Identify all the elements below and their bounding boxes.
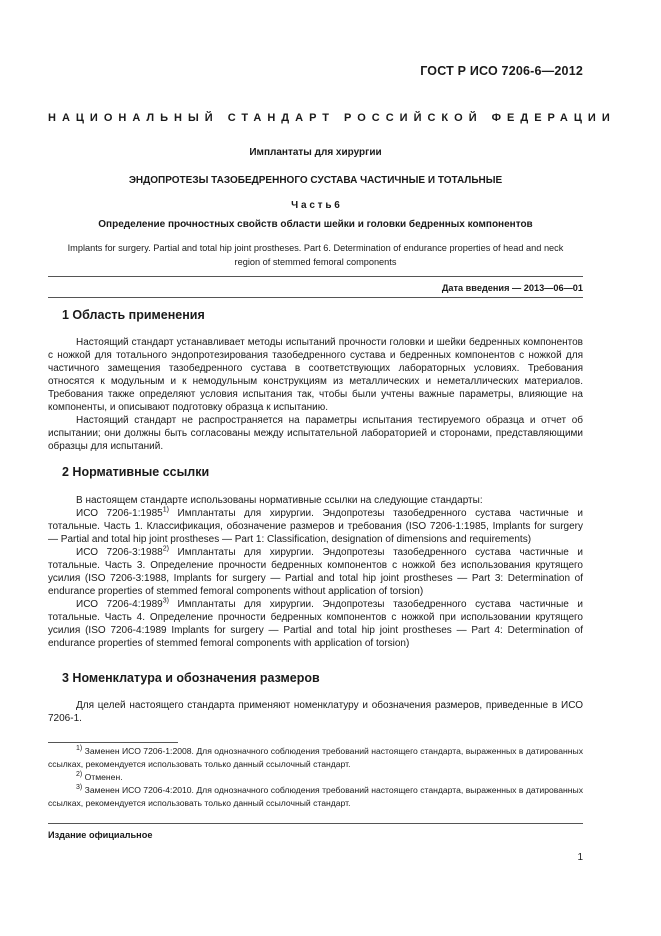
footnote-3-mark: 3): [76, 784, 83, 792]
document-code: ГОСТ Р ИСО 7206-6—2012: [420, 64, 583, 78]
reference-1-text: Имплантаты для хирургии. Эндопротезы тазобедренного сустава частичные и тотальные. Часть 1. Классификация, обозначение размеров и требования (ISO 7206-1:1985, Implants for surgery — Partial and total hip joint prostheses — Part 1: Classification, designation of dimensions and requirements): [48, 508, 583, 545]
section-3-body: [48, 699, 583, 725]
footnote-1: [48, 745, 583, 771]
title-line-1: Имплантаты для хирургии: [249, 147, 382, 158]
footnote-1-mark: 1): [76, 745, 83, 753]
footnote-ref-3: 3): [162, 597, 169, 605]
section-3-heading: 3 Номенклатура и обозначения размеров: [62, 671, 320, 685]
reference-1: [48, 507, 583, 546]
reference-2: [48, 546, 583, 598]
footnote-divider: [48, 742, 178, 743]
reference-2-text: Имплантаты для хирургии. Эндопротезы тазобедренного сустава частичные и тотальные. Часть 3. Определение прочности бедренных компонентов с ножкой без использования крутящего усилия (ISO 7206-3:1988, Implants for surgery — Partial and total hip joint prostheses — Part 3: Determination of endurance properties of stemmed femoral components without application of torsion): [48, 547, 583, 597]
edition-label: Издание официальное: [48, 830, 153, 840]
footnote-2-text: Отменен.: [82, 772, 123, 782]
section-2-body: [48, 494, 583, 650]
reference-3: [48, 598, 583, 650]
national-standard-title: НАЦИОНАЛЬНЫЙ СТАНДАРТ РОССИЙСКОЙ ФЕДЕРАЦИИ: [48, 112, 616, 124]
footnotes: [48, 745, 583, 810]
divider-bottom: [48, 823, 583, 824]
section-2-intro: В настоящем стандарте использованы нормативные ссылки на следующие стандарты:: [76, 495, 483, 506]
section-1-body: [48, 336, 583, 453]
section-3-paragraph-1: Для целей настоящего стандарта применяют номенклатуру и обозначения размеров, приведенные в ИСО 7206-1.: [48, 700, 583, 724]
footnote-ref-2: 2): [162, 545, 169, 553]
section-1-paragraph-2: Настоящий стандарт не распространяется на параметры испытания тестируемого образца и отчет об испытании; они должны быть согласованы между испытательной лабораторией и сторонами, представляющими образцы для испытаний.: [48, 415, 583, 452]
divider-date: [48, 297, 583, 298]
reference-3-text: Имплантаты для хирургии. Эндопротезы тазобедренного сустава частичные и тотальные. Часть 4. Определение прочности бедренных компонентов с ножкой при использовании крутящего усилия (ISO 7206-4:1989 Implants for surgery — Partial and total hip joint prostheses — Part 4: Determination of endurance properties of stemmed femoral components with application of torsion): [48, 599, 583, 649]
section-1-heading: 1 Область применения: [62, 308, 205, 322]
reference-2-code: ИСО 7206-3:1988: [76, 547, 163, 558]
divider-top: [48, 276, 583, 277]
english-title-2: region of stemmed femoral components: [234, 257, 397, 267]
reference-3-code: ИСО 7206-4:1989: [76, 599, 163, 610]
footnote-3: [48, 784, 583, 810]
reference-1-code: ИСО 7206-1:1985: [76, 508, 163, 519]
footnote-3-text: Заменен ИСО 7206-4:2010. Для однозначного соблюдения требований настоящего стандарта, выраженных в датированных ссылках, рекомендуется использовать только данный ссылочный стандарт.: [48, 785, 583, 808]
title-line-2: ЭНДОПРОТЕЗЫ ТАЗОБЕДРЕННОГО СУСТАВА ЧАСТИЧНЫЕ И ТОТАЛЬНЫЕ: [128, 175, 503, 186]
page-number: 1: [577, 852, 583, 863]
section-1-paragraph-1: Настоящий стандарт устанавливает методы испытаний прочности головки и шейки бедренных компонентов с ножкой для тотального эндопротезирования тазобедренного сустава и бедренных компонентов с ножкой для частичного замещения тазобедренного сустава в соответствующих лабораторных условиях. Требования относятся к модульным и к немодульным конструкциям из металлических и неметаллических материалов. Требования также определяют условия испытания так, чтобы были учтены важные параметры, влияющие на компоненты, и описывают подготовку образца к испытанию.: [48, 337, 583, 413]
section-2-heading: 2 Нормативные ссылки: [62, 465, 210, 479]
footnote-2: [48, 771, 583, 784]
footnote-ref-1: 1): [162, 506, 169, 514]
english-title-1: Implants for surgery. Partial and total hip joint prostheses. Part 6. Determination of endurance properties of head and neck: [67, 243, 564, 253]
subtitle: Определение прочностных свойств области шейки и головки бедренных компонентов: [98, 219, 533, 230]
part-label: Ч а с т ь 6: [291, 200, 340, 211]
footnote-2-mark: 2): [76, 771, 83, 779]
effective-date: Дата введения — 2013—06—01: [441, 283, 583, 293]
footnote-1-text: Заменен ИСО 7206-1:2008. Для однозначного соблюдения требований настоящего стандарта, выраженных в датированных ссылках, рекомендуется использовать только данный ссылочный стандарт.: [48, 746, 583, 769]
